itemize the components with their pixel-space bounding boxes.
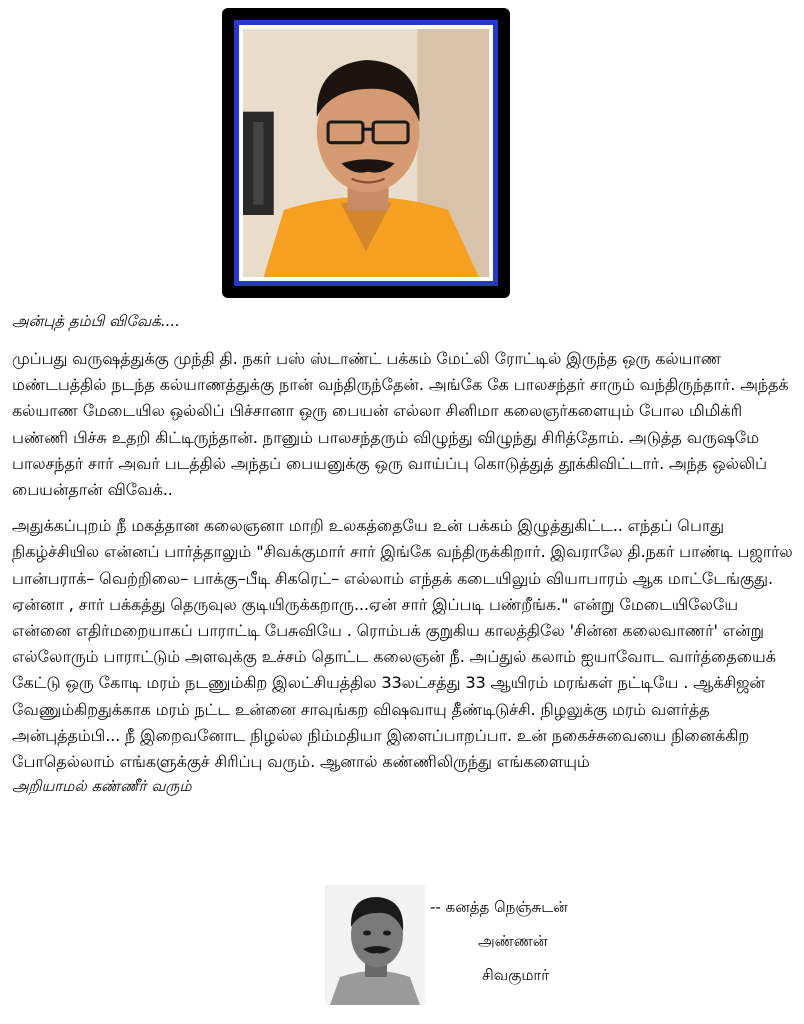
closing-note: அறியாமல் கண்ணீர் வரும் <box>12 777 192 796</box>
signature-closing: -- கனத்த நெஞ்சுடன் <box>430 898 568 916</box>
signature-block <box>430 890 690 992</box>
salutation: அன்புத் தம்பி விவேக்.... <box>12 312 180 330</box>
paragraph-1: முப்பது வருஷத்துக்கு முந்தி தி. நகர் பஸ் ஸ்டாண்ட் பக்கம் மேட்லி ரோட்டில் இருந்த ஒரு கல்யாண மண்டபத்தில் நடந்த கல்யாணத்துக்கு நான் வந்திருந்தேன். அங்கே கே பாலசந்தர் சாரும் வந்திருந்தார். அந்தக் கல்யாண மேடையில ஒல்லிப் பிச்சானா ஒரு பையன் எல்லா சினிமா கலைஞர்களையும் போல மிமிக்ரி பண்ணி பிச்சு உதறி கிட்டிருந்தான். நானும் பாலசந்தரும் விழுந்து விழுந்து சிரித்தோம். அடுத்த வருஷமே பாலசந்தர் சார் அவர் படத்தில் அந்தப் பையனுக்கு ஒரு வாய்ப்பு கொடுத்துத் தூக்கிவிட்டார். அந்த ஒல்லிப் பையன்தான் விவேக்.. <box>12 349 789 500</box>
portrait-frame <box>222 8 510 298</box>
signature-name: சிவகுமார் <box>482 966 550 984</box>
portrait-photo <box>243 29 489 277</box>
portrait-border <box>234 20 498 286</box>
signature-photo <box>325 885 425 1005</box>
paragraph-2: அதுக்கப்புறம் நீ மகத்தான கலைஞனா மாறி உலகத்தையே உன் பக்கம் இழுத்துகிட்ட.. எந்தப் பொது நிகழ்ச்சியில என்னப் பார்த்தாலும் "சிவக்குமார் சார் இங்கே வந்திருக்கிறார். இவராலே தி.நகர் பாண்டி பஜார்ல பான்பராக்– வெற்றிலை– பாக்கு–பீடி சிகரெட்– எல்லாம் எந்தக் கடையிலும் வியாபாரம் ஆக மாட்டேங்குது. ஏன்னா , சார் பக்கத்து தெருவுல குடியிருக்கறாரு...ஏன் சார் இப்படி பண்றீங்க." என்று மேடையிலேயே என்னை எதிர்மறையாகப் பாராட்டி பேசுவியே . ரொம்பக் குறுகிய காலத்திலே 'சின்ன கலைவாணர்' என்று எல்லோரும் பாராட்டும் அளவுக்கு உச்சம் தொட்ட கலைஞன் நீ. அப்துல் கலாம் ஐயாவோட வார்த்தையைக் கேட்டு ஒரு கோடி மரம் நடணும்கிற இலட்சியத்தில 33லட்சத்து 33 ஆயிரம் மரங்கள் நட்டியே . ஆக்சிஜன் வேணும்கிறதுக்காக மரம் நட்ட உன்னை சாவுங்கற விஷவாயு தீண்டிடுச்சி. நிழலுக்கு மரம் வளர்த்த அன்புத்தம்பி... நீ இறைவனோட நிழல்ல நிம்மதியா இளைப்பாறப்பா. உன் நகைச்சுவையை நினைக்கிற போதெல்லாம் எங்களுக்குச் சிரிப்பு வரும். ஆனால் கண்ணிலிருந்து எங்களையும் <box>12 516 793 772</box>
letter-body <box>12 308 798 797</box>
signature-relation: அண்ணன் <box>478 932 548 950</box>
